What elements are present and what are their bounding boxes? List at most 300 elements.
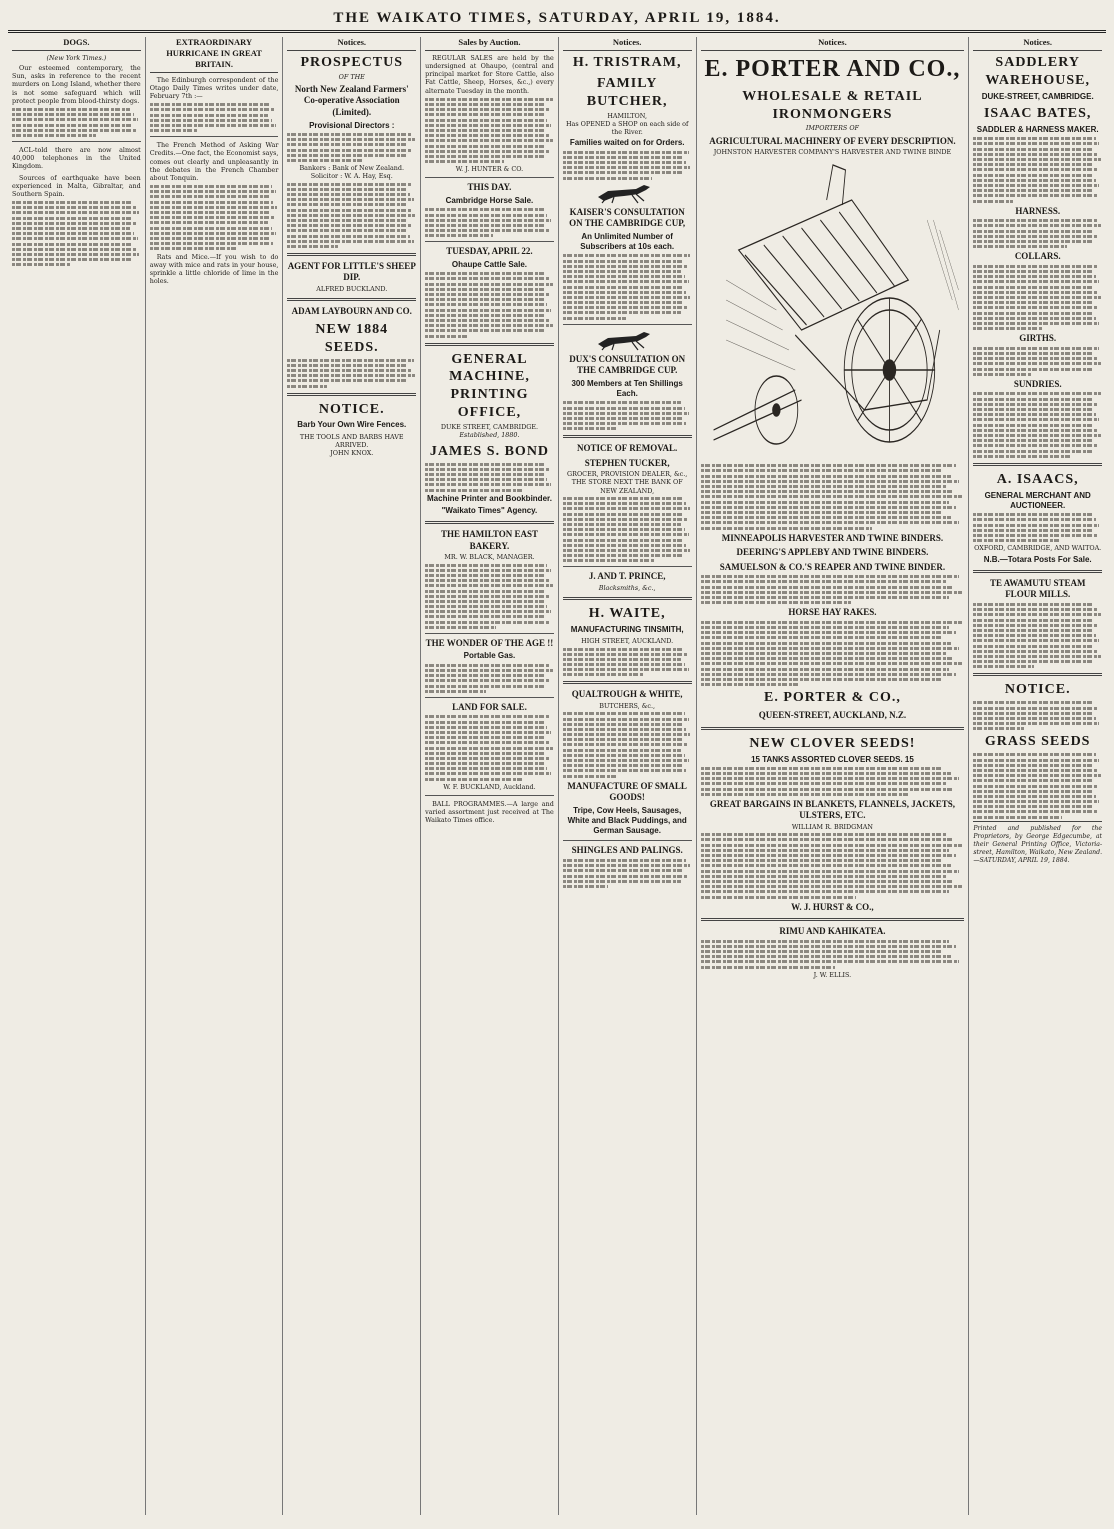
small-goods: MANUFACTURE OF SMALL GOODS! (567, 780, 687, 803)
divider (12, 141, 141, 142)
text-line (425, 113, 543, 116)
text-line (563, 743, 688, 746)
text-line (973, 347, 1099, 350)
text-line (425, 473, 543, 476)
text-line (701, 854, 957, 857)
text-line (701, 647, 960, 650)
text-line (701, 859, 944, 862)
text-line (287, 219, 408, 222)
text-line (701, 772, 952, 775)
text-line (563, 265, 688, 268)
text-line (973, 352, 1093, 355)
text-line (425, 478, 547, 481)
clover-seeds: NEW CLOVER SEEDS! (749, 735, 916, 751)
text-line (973, 624, 1098, 627)
text-line (425, 685, 543, 688)
text-line (425, 564, 547, 567)
established-year: Established, 1880. (459, 431, 520, 440)
text-line (701, 838, 954, 841)
text-line (425, 314, 545, 317)
horse-sale-body (425, 208, 554, 237)
text-line (973, 603, 1093, 606)
bridgman-name: WILLIAM R. BRIDGMAN (791, 822, 874, 831)
text-line (12, 124, 132, 127)
text-line (287, 214, 414, 217)
bakery-manager: MR. W. BLACK, MANAGER. (444, 553, 535, 562)
text-line (563, 518, 688, 521)
sheep-dip-agent: ALFRED BUCKLAND. (316, 284, 388, 293)
qualtrough-name: QUALTROUGH & WHITE, (571, 689, 683, 700)
hurst-name: W. J. HURST & CO., (791, 901, 874, 912)
isaacs-towns: OXFORD, CAMBRIDGE, AND WAITOA. (974, 544, 1102, 553)
text-line (701, 464, 957, 467)
bakery-body (425, 564, 554, 629)
text-line (973, 785, 1098, 788)
text-line (425, 615, 545, 618)
text-line (701, 966, 836, 969)
text-line (12, 108, 130, 111)
wire-notice-title: NOTICE. (318, 401, 385, 417)
text-line (563, 864, 690, 867)
bankers: Bankers : Bank of New Zealand. (299, 164, 405, 173)
text-line (563, 875, 688, 878)
land-for-sale: LAND FOR SALE. (452, 701, 527, 712)
text-line (973, 296, 1100, 299)
family-butcher: FAMILY BUTCHER, (586, 75, 668, 109)
text-line (973, 200, 1013, 203)
text-line (973, 245, 1067, 248)
text-line (287, 385, 327, 388)
divider (973, 570, 1102, 573)
divider (563, 324, 692, 325)
auctioneer-name: W. J. HUNTER & CO. (455, 165, 524, 174)
ball-programmes: BALL PROGRAMMES.—A large and varied assortment just received at The Waikato Times office. (425, 800, 554, 825)
text-line (425, 664, 549, 667)
text-line (563, 407, 685, 410)
text-line (563, 880, 681, 883)
text-line (425, 726, 547, 729)
text-line (973, 529, 1093, 532)
text-line (563, 286, 683, 289)
text-line (563, 254, 690, 257)
text-line (425, 335, 467, 338)
text-line (973, 795, 1095, 798)
regular-sales: REGULAR SALES are held by the undersigned at Ohaupo, (central and principal market for Store Cattle, also Fat Cattle, Sheep, Horses, &c.,) every alternate Tuesday in the month. (425, 53, 554, 95)
column-notices-prospectus (283, 37, 421, 1515)
text-line (701, 896, 857, 899)
text-line (701, 875, 946, 878)
text-line (973, 392, 1100, 395)
text-line (563, 260, 684, 263)
text-line (563, 497, 683, 500)
text-line (701, 621, 962, 624)
text-line (425, 752, 546, 755)
text-line (150, 242, 274, 245)
text-line (425, 757, 550, 760)
text-line (287, 149, 412, 152)
text-line (701, 940, 949, 943)
text-line (425, 98, 552, 101)
saddler-harness-maker: SADDLER & HARNESS MAKER. (976, 124, 1099, 134)
text-line (12, 201, 132, 204)
text-line (425, 303, 547, 306)
porter-repeat: E. PORTER & CO., (764, 690, 901, 706)
text-line (563, 859, 687, 862)
column-hurricane (146, 37, 284, 1515)
text-line (425, 155, 543, 158)
notice-title: NOTICE. (1004, 682, 1071, 698)
text-line (425, 124, 551, 127)
text-line (973, 317, 1095, 320)
text-line (425, 324, 552, 327)
french-credits: The French Method of Asking War Credits.—One fact, the Economist says, comes out clearly and unpleasantly in the debates in the French Chamber about Tonquin. (149, 141, 279, 182)
text-line (701, 501, 949, 504)
text-line (563, 177, 652, 180)
text-line (973, 619, 1094, 622)
text-line (973, 398, 1094, 401)
text-line (425, 108, 550, 111)
kaiser-title: KAISER'S CONSULTATION ON THE CAMBRIDGE CUP, (569, 206, 686, 229)
tristram-town: HAMILTON, (607, 111, 648, 120)
text-line (701, 950, 944, 953)
kaiser-body (563, 254, 692, 319)
harvester-illustration (701, 160, 965, 460)
harness-body (973, 219, 1102, 248)
text-line (973, 759, 1099, 762)
text-line (150, 195, 270, 198)
tristram-shop: Has OPENED a SHOP on each side of the River. (565, 119, 689, 136)
earthquake-note: Sources of earthquake have been experienced in Malta, Gibraltar, and Southern Spain. (12, 173, 141, 198)
dux-body (563, 401, 692, 430)
text-line (12, 232, 134, 235)
text-line (425, 272, 545, 275)
text-line (563, 769, 687, 772)
divider (563, 435, 692, 438)
tristram-name: H. TRISTRAM, (572, 54, 682, 70)
text-line (150, 190, 276, 193)
text-line (287, 245, 337, 248)
text-line (701, 575, 960, 578)
text-line (973, 368, 1094, 371)
notices-heading: Notices. (563, 37, 692, 51)
clover-body (701, 767, 965, 796)
text-line (563, 528, 685, 531)
text-line (12, 263, 70, 266)
text-line (12, 113, 134, 116)
adam-laybourn-title: ADAM LAYBOURN AND CO. (291, 306, 412, 317)
text-line (973, 434, 1100, 437)
text-line (563, 754, 685, 757)
text-line (563, 759, 689, 762)
text-line (12, 248, 136, 251)
waite-body (563, 648, 692, 677)
text-line (425, 224, 545, 227)
text-line (563, 427, 616, 430)
mill-body (973, 603, 1102, 668)
waite-name: H. WAITE, (588, 606, 666, 621)
text-line (973, 189, 1093, 192)
text-line (973, 660, 1094, 663)
text-line (563, 673, 644, 676)
dogs-intro: Our esteemed contemporary, the Sun, asks in reference to the recent murders on Long Island, whether there is not some safeguard which will protect people from blood-thirsty dogs. (12, 64, 141, 105)
text-line (563, 728, 687, 731)
text-line (12, 222, 137, 225)
waite-trade: MANUFACTURING TINSMITH, (570, 624, 684, 634)
girths-heading: GIRTHS. (1019, 333, 1057, 344)
column-sales (421, 37, 559, 1515)
divider (563, 840, 692, 841)
text-line (287, 240, 413, 243)
prospectus-title: PROSPECTUS (300, 54, 404, 70)
masthead-title: THE WAIKATO TIMES, SATURDAY, APRIL 19, 1884. (333, 9, 781, 26)
text-line (150, 201, 274, 204)
saddlery-title: SADDLERY WAREHOUSE, (985, 54, 1090, 88)
sales-body (425, 98, 554, 163)
text-line (425, 569, 551, 572)
text-line (12, 227, 130, 230)
text-line (563, 885, 608, 888)
porter-subtitle: WHOLESALE & RETAIL IRONMONGERS (742, 88, 923, 122)
text-line (563, 718, 689, 721)
meat-body (563, 151, 692, 180)
text-line (150, 124, 276, 127)
text-line (563, 151, 689, 154)
sundries-body (973, 392, 1102, 457)
grass-body (973, 753, 1102, 818)
sales-heading: Sales by Auction. (425, 37, 554, 51)
text-line (701, 960, 960, 963)
text-line (425, 605, 547, 608)
text-line (287, 138, 414, 141)
text-line (701, 490, 954, 493)
text-line (973, 408, 1091, 411)
text-line (973, 774, 1100, 777)
text-line (701, 955, 952, 958)
text-line (973, 524, 1099, 527)
text-line (12, 243, 132, 246)
text-line (973, 291, 1097, 294)
text-line (973, 312, 1091, 315)
text-line (12, 211, 139, 214)
text-line (701, 596, 949, 599)
text-line (563, 166, 690, 169)
text-line (425, 690, 485, 693)
sheep-dip-agency: AGENT FOR LITTLE'S SHEEP DIP. (287, 260, 416, 283)
sundries-heading: SUNDRIES. (1013, 378, 1062, 389)
text-line (425, 319, 549, 322)
divider (701, 918, 965, 921)
text-line (701, 683, 799, 686)
text-line (425, 468, 550, 471)
text-line (973, 634, 1095, 637)
text-line (973, 665, 1033, 668)
divider (287, 298, 416, 301)
text-line (425, 214, 547, 217)
text-line (973, 265, 1098, 268)
text-line (425, 590, 546, 593)
text-line (425, 283, 552, 286)
text-line (973, 327, 1041, 330)
printing-office-street: DUKE STREET, CAMBRIDGE. (440, 423, 539, 432)
text-line (425, 595, 550, 598)
text-line (425, 600, 543, 603)
text-line (973, 645, 1093, 648)
text-line (425, 679, 550, 682)
families-orders: Families waited on for Orders. (569, 138, 685, 148)
text-line (563, 653, 688, 656)
text-line (425, 767, 547, 770)
french-body (150, 185, 279, 250)
text-line (973, 163, 1094, 166)
text-line (150, 237, 270, 240)
isaac-bates: ISAAC BATES, (983, 105, 1092, 121)
hamilton-bakery-title: THE HAMILTON EAST BAKERY. (440, 529, 538, 551)
ohaupe-cattle-sale: Ohaupe Cattle Sale. (451, 259, 528, 269)
shingles-body (563, 859, 692, 888)
tucker-trade: GROCER, PROVISION DEALER, &c., (567, 470, 688, 479)
text-line (973, 439, 1094, 442)
text-line (973, 184, 1099, 187)
divider (701, 727, 965, 730)
text-line (425, 160, 504, 163)
bargains-body (701, 833, 965, 898)
text-line (701, 521, 960, 524)
text-line (973, 608, 1097, 611)
text-line (973, 717, 1095, 720)
wire-tools: THE TOOLS AND BARBS HAVE ARRIVED. (299, 432, 404, 449)
tuesday-date: TUESDAY, APRIL 22. (446, 246, 533, 257)
text-line (425, 103, 546, 106)
text-line (563, 663, 685, 666)
text-line (287, 183, 412, 186)
text-line (973, 707, 1098, 710)
text-line (973, 240, 1091, 243)
text-line (973, 816, 1062, 819)
text-line (701, 890, 949, 893)
printing-body (425, 463, 554, 492)
text-line (563, 869, 684, 872)
text-line (973, 800, 1099, 803)
text-line (150, 206, 277, 209)
hurricane-heading: EXTRAORDINARY HURRICANE IN GREAT BRITAIN. (150, 37, 279, 73)
text-line (973, 769, 1097, 772)
text-line (563, 775, 618, 778)
notices-heading: Notices. (973, 37, 1102, 51)
text-line (973, 179, 1095, 182)
rats-mice: Rats and Mice.—If you wish to do away with mice and rats in your house, sprinkle a little chloride of lime in the holes. (149, 252, 279, 286)
text-line (563, 668, 689, 671)
girths-body (973, 347, 1102, 376)
notices-heading: Notices. (701, 37, 965, 51)
text-line (563, 723, 683, 726)
text-line (701, 495, 962, 498)
text-line (973, 148, 1093, 151)
column-notices-tradesmen (559, 37, 697, 1515)
text-line (563, 401, 681, 404)
text-line (701, 788, 954, 791)
isaacs-body (973, 513, 1102, 542)
text-line (973, 224, 1100, 227)
text-line (563, 764, 683, 767)
text-line (973, 444, 1098, 447)
grass-seeds: GRASS SEEDS (984, 734, 1091, 750)
harness-heading: HARNESS. (1015, 205, 1061, 216)
text-line (150, 185, 272, 188)
divider (563, 566, 692, 567)
divider (425, 795, 554, 796)
text-line (701, 662, 962, 665)
text-line (425, 715, 550, 718)
dogs-source: (New York Times.) (46, 53, 107, 62)
shingles-title: SHINGLES AND PALINGS. (571, 845, 683, 856)
divider (563, 681, 692, 684)
hurricane-intro: The Edinburgh correspondent of the Otago Daily Times writes under date, February 7th :— (149, 75, 279, 100)
divider (287, 253, 416, 256)
text-line (701, 844, 962, 847)
divider (287, 393, 416, 396)
this-day: THIS DAY. (467, 182, 512, 193)
text-line (287, 203, 407, 206)
tucker-name: STEPHEN TUCKER, (584, 457, 670, 468)
rakes-body (701, 621, 965, 686)
text-line (425, 772, 551, 775)
text-line (425, 674, 546, 677)
text-line (425, 119, 547, 122)
wire-fences: Barb Your Own Wire Fences. (297, 420, 407, 430)
divider (425, 633, 554, 634)
text-line (425, 463, 546, 466)
text-line (973, 280, 1099, 283)
text-line (150, 129, 198, 132)
text-line (425, 288, 546, 291)
text-line (563, 311, 681, 314)
text-line (701, 485, 946, 488)
divider (425, 343, 554, 346)
text-line (425, 621, 549, 624)
text-line (701, 777, 960, 780)
column-dogs (8, 37, 146, 1515)
wonder-title: THE WONDER OF THE AGE !! (425, 637, 554, 648)
text-line (425, 579, 549, 582)
new-seeds: NEW 1884 SEEDS. (315, 321, 389, 355)
text-line (287, 224, 412, 227)
text-line (701, 475, 952, 478)
saddles-body (973, 137, 1102, 202)
text-line (973, 455, 1070, 458)
text-line (12, 217, 133, 220)
text-line (701, 793, 909, 796)
text-line (973, 219, 1097, 222)
text-line (425, 736, 545, 739)
text-line (425, 219, 551, 222)
prospectus-body (287, 133, 416, 162)
hurricane-body (150, 103, 279, 132)
divider (425, 697, 554, 698)
text-line (563, 317, 626, 320)
prospectus-objects (287, 183, 416, 248)
ellis-name: J. W. ELLIS. (813, 970, 852, 979)
text-line (287, 379, 408, 382)
collars-heading: COLLARS. (1014, 251, 1061, 262)
text-line (12, 134, 96, 137)
text-line (701, 870, 960, 873)
dogs-body (12, 108, 141, 137)
text-line (973, 194, 1097, 197)
dux-title: DUX'S CONSULTATION ON THE CAMBRIDGE CUP. (569, 353, 686, 376)
text-line (425, 741, 549, 744)
prince-name: J. AND T. PRINCE, (588, 571, 666, 582)
text-line (12, 253, 139, 256)
